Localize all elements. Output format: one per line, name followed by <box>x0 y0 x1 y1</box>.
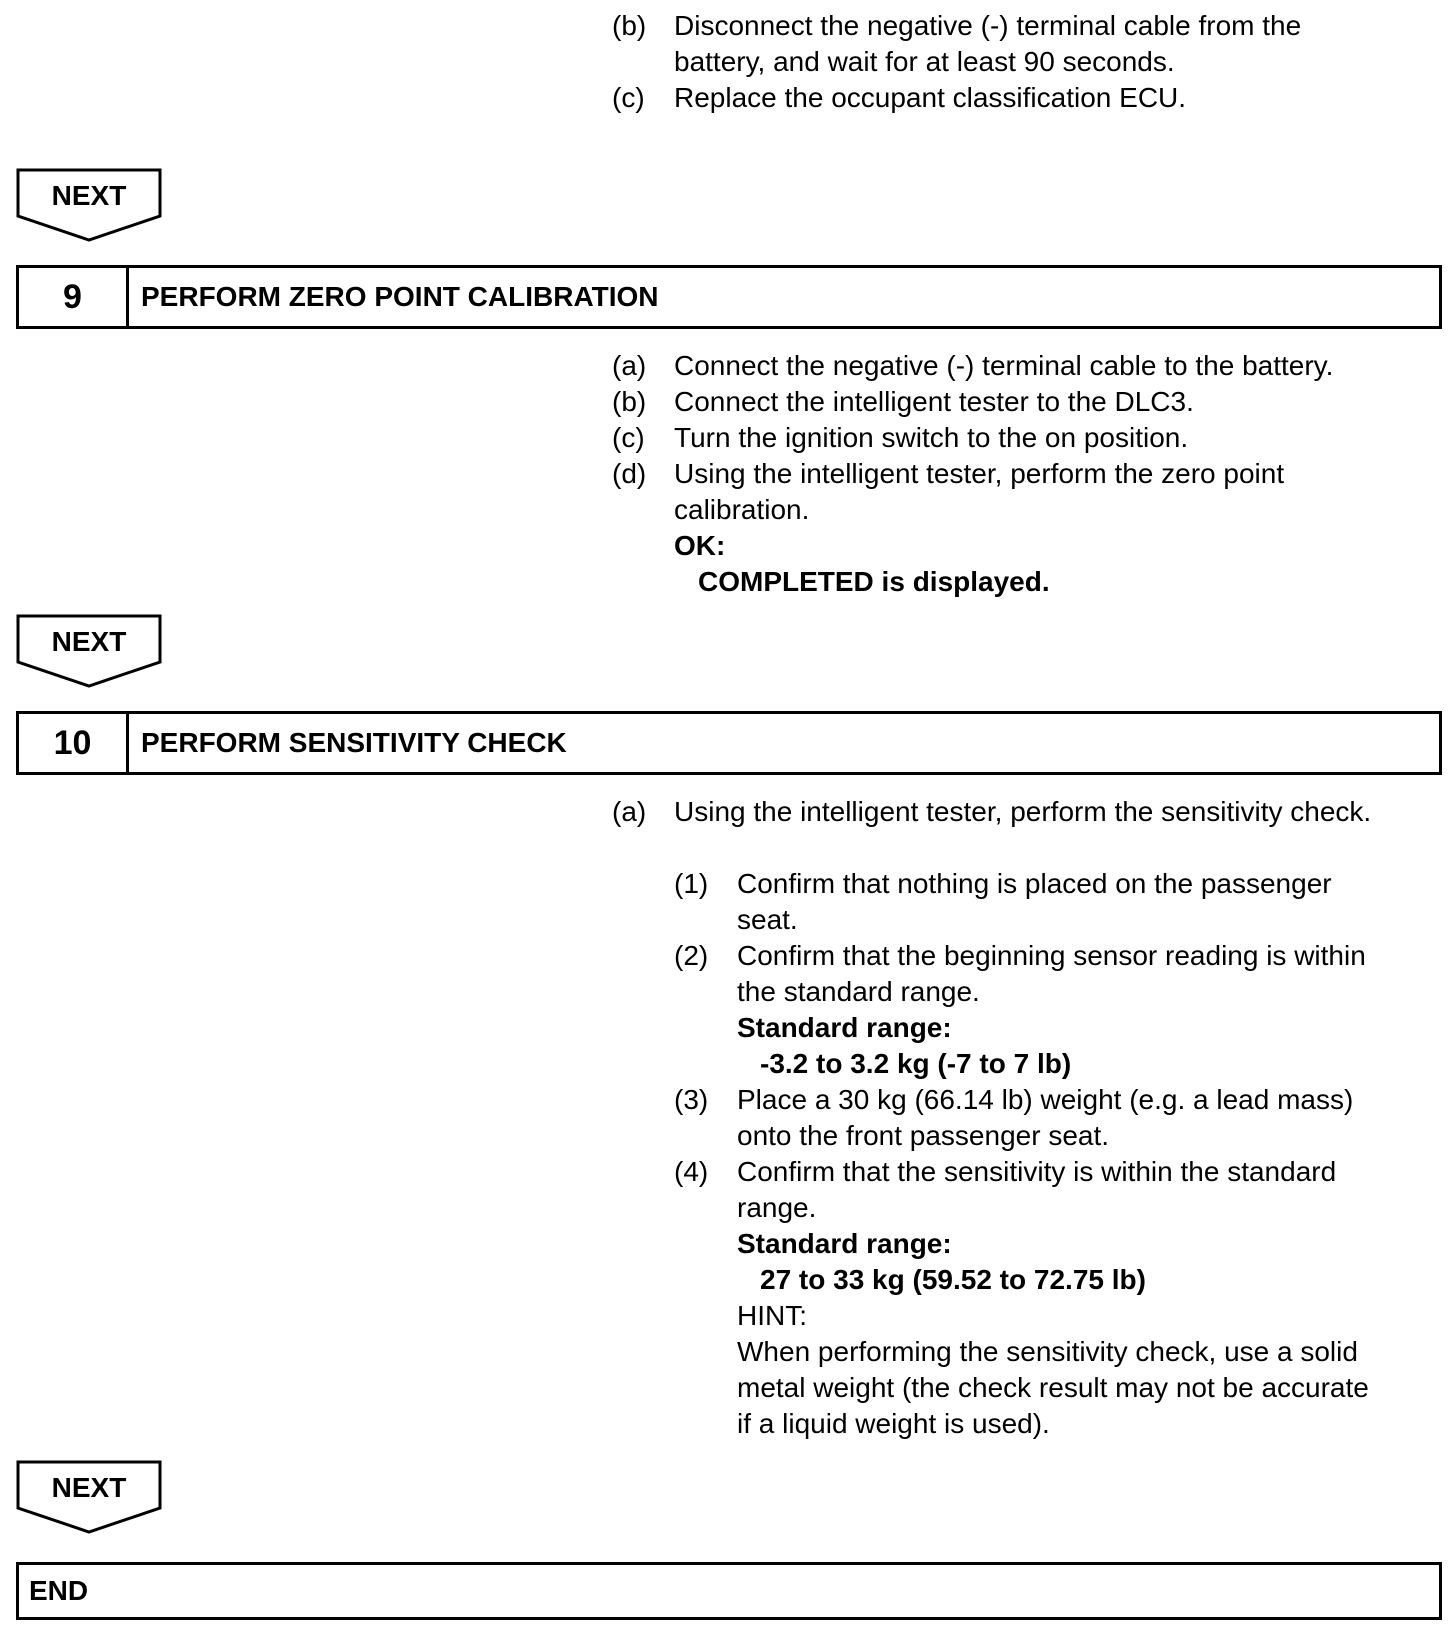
step-b-text-line2: battery, and wait for at least 90 seconds. <box>674 46 1175 77</box>
step9-ok-value: COMPLETED is displayed. <box>698 566 1050 597</box>
step10-3-label: (3) <box>674 1084 709 1115</box>
step-c-text: Replace the occupant classification ECU. <box>674 82 1187 113</box>
step9-c-text: Turn the ignition switch to the on position. <box>674 422 1189 453</box>
next-label: NEXT <box>51 180 127 211</box>
step10-2-std-value: -3.2 to 3.2 kg (-7 to 7 lb) <box>760 1048 1072 1079</box>
next-arrow-2 <box>16 614 162 686</box>
step9-b-label: (b) <box>612 386 647 417</box>
step10-3-text-line2: onto the front passenger seat. <box>737 1120 1110 1151</box>
next-label: NEXT <box>51 626 127 657</box>
step10-2-std-label: Standard range: <box>737 1012 952 1043</box>
step-b-label: (b) <box>612 10 647 41</box>
step-9-header <box>16 265 1442 329</box>
step10-4-std-label: Standard range: <box>737 1228 952 1259</box>
step10-4-label: (4) <box>674 1156 709 1187</box>
step10-3-text-line1: Place a 30 kg (66.14 lb) weight (e.g. a lead mass) <box>737 1084 1354 1115</box>
hint-text-line3: if a liquid weight is used). <box>737 1408 1050 1439</box>
step9-a-label: (a) <box>612 350 647 381</box>
step9-c-label: (c) <box>612 422 645 453</box>
next-arrow-1 <box>16 168 162 240</box>
step10-1-label: (1) <box>674 868 709 899</box>
step10-1-text-line2: seat. <box>737 904 798 935</box>
step10-2-label: (2) <box>674 940 709 971</box>
step10-1-text-line1: Confirm that nothing is placed on the passenger <box>737 868 1332 899</box>
step9-d-label: (d) <box>612 458 647 489</box>
step-10-header <box>16 711 1442 775</box>
step9-d-text-line1: Using the intelligent tester, perform the zero point <box>674 458 1285 489</box>
step9-ok-label: OK: <box>674 530 726 561</box>
step-9-title: PERFORM ZERO POINT CALIBRATION <box>141 281 659 312</box>
end-label: END <box>29 1575 89 1606</box>
step-9-number: 9 <box>19 268 129 326</box>
step10-4-text-line1: Confirm that the sensitivity is within the standard <box>737 1156 1337 1187</box>
step9-a-text: Connect the negative (-) terminal cable to the battery. <box>674 350 1334 381</box>
next-arrow-3 <box>16 1460 162 1532</box>
step-10-number: 10 <box>19 714 129 772</box>
step9-d-text-line2: calibration. <box>674 494 810 525</box>
step10-a-text: Using the intelligent tester, perform the sensitivity check. <box>674 796 1372 827</box>
hint-text-line2: metal weight (the check result may not be accurate <box>737 1372 1369 1403</box>
step-b-text-line1: Disconnect the negative (-) terminal cable from the <box>674 10 1302 41</box>
step10-a-label: (a) <box>612 796 647 827</box>
hint-label: HINT: <box>737 1300 807 1331</box>
step-10-title: PERFORM SENSITIVITY CHECK <box>141 727 567 758</box>
step10-4-text-line2: range. <box>737 1192 817 1223</box>
step9-b-text: Connect the intelligent tester to the DLC3. <box>674 386 1194 417</box>
step10-2-text-line1: Confirm that the beginning sensor reading is within <box>737 940 1366 971</box>
end-box <box>16 1562 1442 1620</box>
step10-2-text-line2: the standard range. <box>737 976 980 1007</box>
step-c-label: (c) <box>612 82 645 113</box>
next-label: NEXT <box>51 1472 127 1503</box>
step10-4-std-value: 27 to 33 kg (59.52 to 72.75 lb) <box>760 1264 1146 1295</box>
hint-text-line1: When performing the sensitivity check, use a solid <box>737 1336 1358 1367</box>
